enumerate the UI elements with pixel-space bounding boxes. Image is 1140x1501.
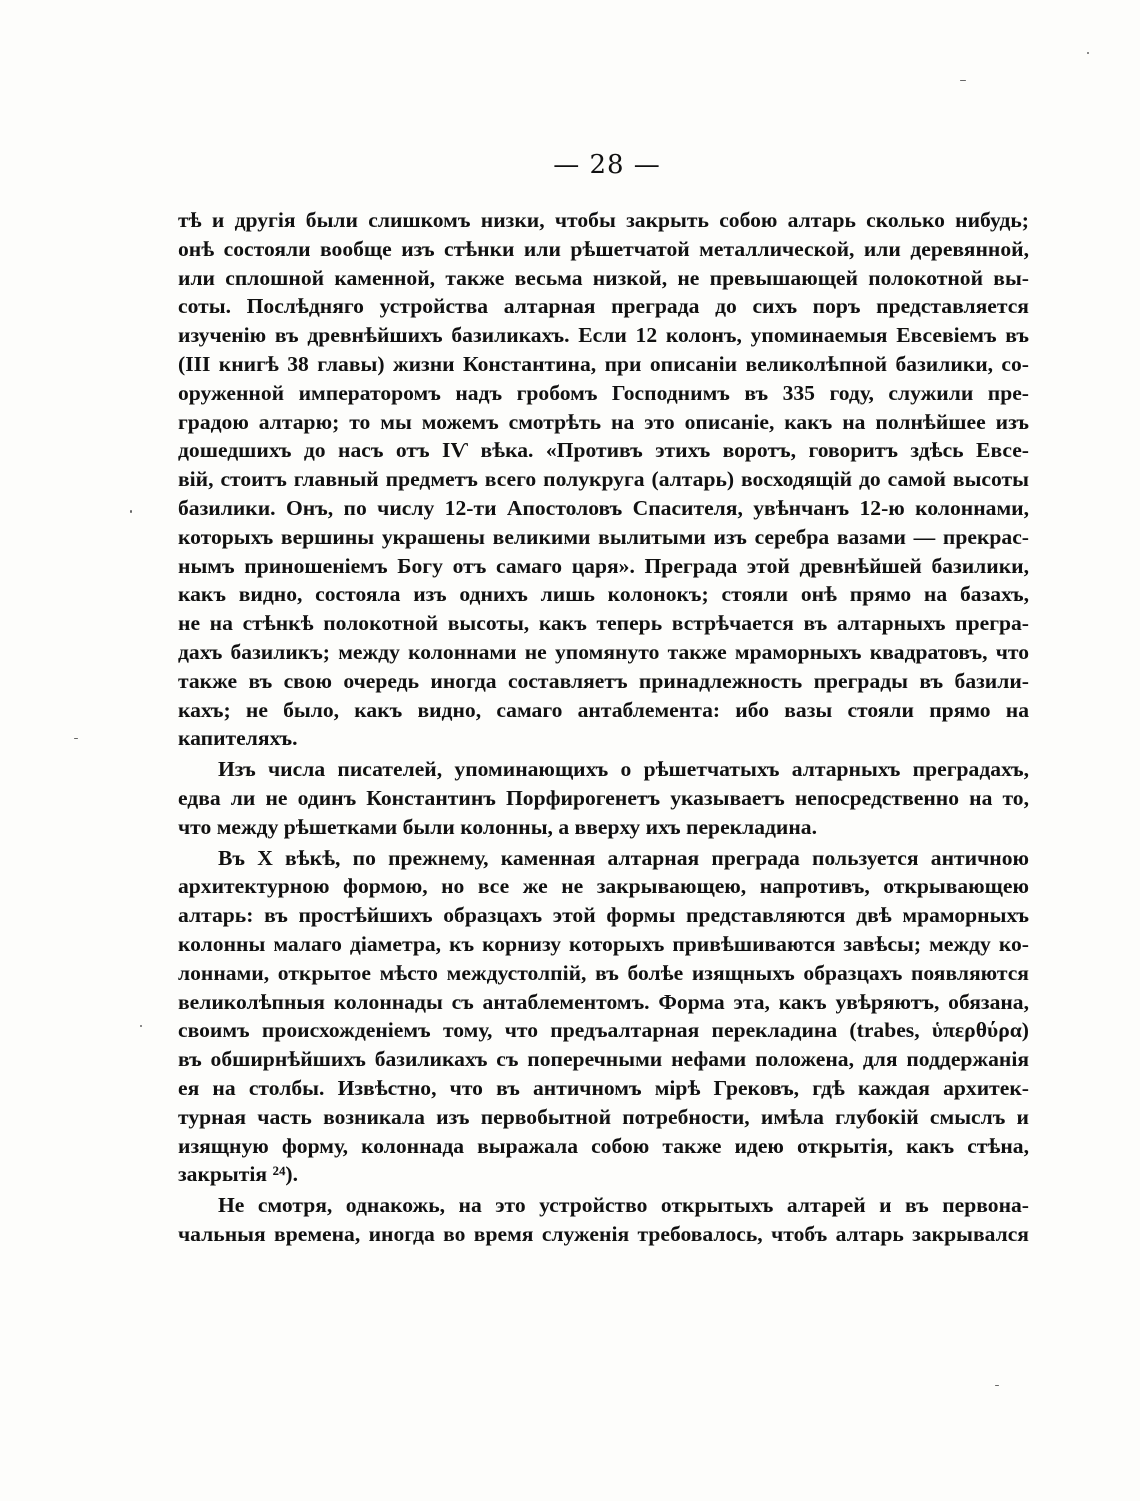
scan-speck	[130, 510, 132, 513]
text-line: Изъ числа писателей, упоминающихъ о рѣшетчатыхъ алтарныхъ преградахъ,	[218, 757, 1029, 782]
body-text	[178, 206, 1029, 1249]
text-line: Въ X вѣкѣ, по прежнему, каменная алтарная преграда пользуется античною	[218, 845, 1029, 870]
text-line: соты. Послѣдняго устройства алтарная преграда до сихъ поръ представляется	[178, 294, 1029, 319]
text-line: дошедшихъ до насъ отъ IѴ вѣка. «Противъ этихъ воротъ, говоритъ здѣсь Евсе-	[178, 438, 1029, 463]
text-line: колонны малаго діаметра, къ корнизу которыхъ привѣшиваются завѣсы; между ко-	[178, 931, 1029, 956]
paragraph-3	[178, 844, 1029, 1190]
text-line: какъ видно, состояла изъ однихъ лишь колонокъ; стояли онѣ прямо на базахъ,	[178, 582, 1029, 607]
text-line: базилики. Онъ, по числу 12-ти Апостоловъ Спасителя, увѣнчанъ 12-ю колоннами,	[178, 495, 1029, 520]
scan-speck	[140, 1025, 142, 1027]
scan-speck	[995, 1385, 999, 1386]
text-line: архитектурною формою, но все же не закрывающею, напротивъ, открывающею	[178, 874, 1029, 899]
text-line: что между рѣшетками были колонны, а вверху ихъ перекладина.	[178, 814, 818, 839]
text-line: Не смотря, однакожь, на это устройство открытыхъ алтарей и въ первона-	[218, 1193, 1029, 1218]
text-line: вій, стоитъ главный предметъ всего полукруга (алтарь) восходящій до самой высоты	[178, 467, 1029, 492]
text-line: (III книгѣ 38 главы) жизни Константина, при описаніи великолѣпной базилики, со-	[178, 351, 1029, 376]
text-line: ея на столбы. Извѣстно, что въ античномъ мірѣ Грековъ, гдѣ каждая архитек-	[178, 1075, 1029, 1100]
text-line: онѣ состояли вообще изъ стѣнки или рѣшетчатой металлической, или деревянной,	[178, 236, 1029, 261]
paragraph-4	[178, 1191, 1029, 1249]
scan-speck	[1087, 52, 1089, 54]
text-line: нымъ приношеніемъ Богу отъ самаго царя». Преграда этой древнѣйшей базилики,	[178, 553, 1029, 578]
paragraph-1	[178, 206, 1029, 753]
text-line: едва ли не одинъ Константинъ Порфирогенетъ указываетъ непосредственно на то,	[178, 785, 1029, 810]
page-number: — 28 —	[553, 150, 661, 180]
text-line: алтарь: въ простѣйшихъ образцахъ этой формы представляются двѣ мраморныхъ	[178, 903, 1029, 928]
text-line: своимъ происхожденіемъ тому, что предъалтарная перекладина (trabes, ὑπερθύρα)	[178, 1018, 1029, 1043]
text-line: кахъ; не было, какъ видно, самаго антаблемента: ибо вазы стояли прямо на	[178, 697, 1029, 722]
text-line: изящную форму, колоннада выражала собою также идею открытія, какъ стѣна,	[178, 1133, 1029, 1158]
text-line: также въ свою очередь иногда составляетъ принадлежность преграды въ базили-	[178, 668, 1029, 693]
text-line: лоннами, открытое мѣсто междустолпій, въ болѣе изящныхъ образцахъ появляются	[178, 960, 1029, 985]
text-line: великолѣпныя колоннады съ антаблементомъ. Форма эта, какъ увѣряютъ, обязана,	[178, 989, 1029, 1014]
scan-speck	[74, 738, 78, 739]
text-line: закрытія ²⁴).	[178, 1162, 299, 1187]
text-line: чальныя времена, иногда во время служенія требовалось, чтобъ алтарь закрывался	[178, 1221, 1029, 1246]
text-line: въ обширнѣйшихъ базиликахъ съ поперечными нефами положена, для поддержанія	[178, 1047, 1029, 1072]
text-line: изученію въ древнѣйшихъ базиликахъ. Если 12 колонъ, упоминаемыя Евсевіемъ въ	[178, 323, 1029, 348]
paragraph-2	[178, 755, 1029, 841]
text-line: капителяхъ.	[178, 726, 298, 751]
scan-speck	[960, 80, 966, 81]
text-line: которыхъ вершины украшены великими вылитыми изъ серебра вазами — прекрас-	[178, 524, 1029, 549]
text-line: или сплошной каменной, также весьма низкой, не превышающей полокотной вы-	[178, 265, 1029, 290]
text-line: тѣ и другія были слишкомъ низки, чтобы закрыть собою алтарь сколько нибудь;	[178, 208, 1029, 232]
text-line: турная часть возникала изъ первобытной потребности, имѣла глубокій смыслъ и	[178, 1104, 1029, 1129]
text-line: дахъ базиликъ; между колоннами не упомянуто также мраморныхъ квадратовъ, что	[178, 639, 1029, 664]
text-line: оруженной императоромъ надъ гробомъ Господнимъ въ 335 году, служили пре-	[178, 380, 1029, 405]
text-line: градою алтарю; то мы можемъ смотрѣть на это описаніе, какъ на полнѣйшее изъ	[178, 409, 1029, 434]
text-line: не на стѣнкѣ полокотной высоты, какъ теперь встрѣчается въ алтарныхъ прегра-	[178, 611, 1029, 636]
